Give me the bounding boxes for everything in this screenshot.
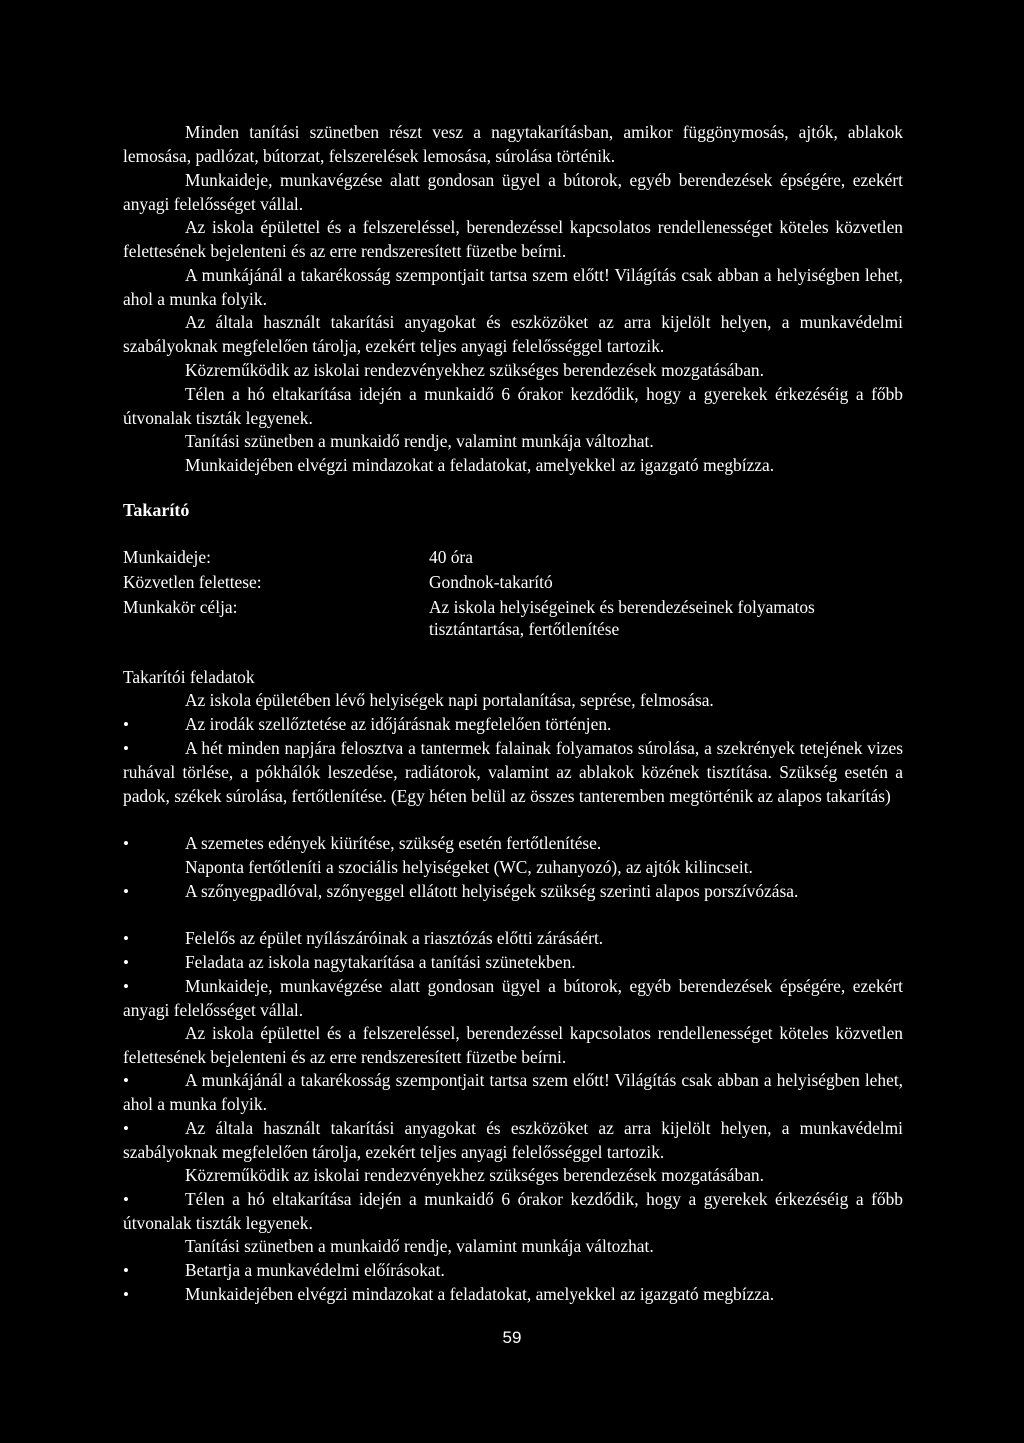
bullet-icon: • [123,882,129,901]
bullet-icon: • [123,1119,129,1138]
task-item: Feladata az iskola nagytakarítása a tanítási szünetekben. [185,952,576,972]
task-item: A szőnyegpadlóval, szőnyeggel ellátott helyiségek szükség szerinti alapos porszívózása. [185,881,799,901]
bullet-icon: • [123,739,129,758]
paragraph-events: Közreműködik az iskolai rendezvényekhez szükséges berendezések mozgatásában. [185,360,764,380]
task-item: Az irodák szellőztetése az időjárásnak megfelelően történjen. [185,714,612,734]
info-label-working-hours: Munkaideje: [123,547,211,567]
task-item: A szemetes edények kiürítése, szükség esetén fertőtlenítése. [185,833,602,853]
task-item: Tanítási szünetben a munkaidő rendje, valamint munkája változhat. [185,1236,654,1256]
paragraph-report-issues: Az iskola épülettel és a felszereléssel, berendezéssel kapcsolatos rendellenességet köteles közvetlen felettesének bejelenteni és az erre rendszeresített füzetbe beírni. [123,217,903,261]
task-item: Télen a hó eltakarítása idején a munkaidő 6 órakor kezdődik, hogy a gyerekek érkezéséig a főbb útvonalak tiszták legyenek. [123,1189,903,1233]
bullet-icon: • [123,977,129,996]
paragraph-other-tasks: Munkaidejében elvégzi mindazokat a feladatokat, amelyekkel az igazgató megbízza. [185,455,775,475]
bullet-icon: • [123,1261,129,1280]
task-item: Közreműködik az iskolai rendezvényekhez szükséges berendezések mozgatásában. [185,1165,764,1185]
bullet-icon: • [123,953,129,972]
info-value-working-hours: 40 óra [429,547,473,567]
task-item: Az iskola épületében lévő helyiségek napi portalanítása, seprése, felmosása. [185,690,714,710]
tasks-title: Takarítói feladatok [123,667,255,687]
info-label-purpose: Munkakör célja: [123,597,238,617]
paragraph-care-furniture: Munkaideje, munkavégzése alatt gondosan ügyel a bútorok, egyéb berendezések épségére, ezekért anyagi felelősséget vállal. [123,170,903,214]
task-item: Felelős az épület nyílászáróinak a riasztózás előtti zárásáért. [185,928,604,948]
task-item: Betartja a munkavédelmi előírásokat. [185,1260,445,1280]
bullet-icon: • [123,1071,129,1090]
section-title: Takarító [123,500,190,520]
task-item: Naponta fertőtleníti a szociális helyiségeket (WC, zuhanyozó), az ajtók kilincseit. [185,857,753,877]
info-value-purpose: Az iskola helyiségeinek és berendezéseinek folyamatos tisztántartása, fertőtlenítése [429,597,815,639]
bullet-icon: • [123,929,129,948]
bullet-icon: • [123,715,129,734]
task-item: Az általa használt takarítási anyagokat és eszközöket az arra kijelölt helyen, a munkavédelmi szabályoknak megfelelően tárolja, ezekért teljes anyagi felelősséggel tartozik. [123,1118,903,1162]
paragraph-storage: Az általa használt takarítási anyagokat és eszközöket az arra kijelölt helyen, a munkavédelmi szabályoknak megfelelően tárolja, ezekért teljes anyagi felelősséggel tartozik. [123,312,903,356]
info-label-supervisor: Közvetlen felettese: [123,572,262,592]
bullet-icon: • [123,834,129,853]
info-value-supervisor: Gondnok-takarító [429,572,553,592]
bullet-icon: • [123,1190,129,1209]
paragraph-economy: A munkájánál a takarékosság szempontjait tartsa szem előtt! Világítás csak abban a helyiségben lehet, ahol a munka folyik. [123,265,903,309]
page-number: 59 [502,1328,522,1347]
bullet-icon: • [123,1285,129,1304]
task-item: A hét minden napjára felosztva a tantermek falainak folyamatos súrolása, a szekrények tetejének vizes ruhával törlése, a pókhálók leszedése, radiátorok, valamint az ablakok közének tisztítása. Szükség esetén a padok, székek súrolása, fertőtlenítése. (Egy héten belül az összes tanteremben megtörténik az alapos takarítás) [123,738,903,806]
task-item: Az iskola épülettel és a felszereléssel, berendezéssel kapcsolatos rendellenességet köteles közvetlen felettesének bejelenteni és az erre rendszeresített füzetbe beírni. [123,1023,903,1067]
task-item: A munkájánál a takarékosság szempontjait tartsa szem előtt! Világítás csak abban a helyiségben lehet, ahol a munka folyik. [123,1070,903,1114]
paragraph-cleaning-holidays: Minden tanítási szünetben részt vesz a nagytakarításban, amikor függönymosás, ajtók, ablakok lemosása, padlózat, bútorzat, felszerelések lemosása, súrolása történik. [123,122,903,166]
paragraph-snow: Télen a hó eltakarítása idején a munkaidő 6 órakor kezdődik, hogy a gyerekek érkezéséig a főbb útvonalak tiszták legyenek. [123,384,903,428]
task-item: Munkaideje, munkavégzése alatt gondosan ügyel a bútorok, egyéb berendezések épségére, ezekért anyagi felelősséget vállal. [123,976,903,1020]
task-item: Munkaidejében elvégzi mindazokat a feladatokat, amelyekkel az igazgató megbízza. [185,1284,775,1304]
paragraph-holiday-schedule: Tanítási szünetben a munkaidő rendje, valamint munkája változhat. [185,431,654,451]
